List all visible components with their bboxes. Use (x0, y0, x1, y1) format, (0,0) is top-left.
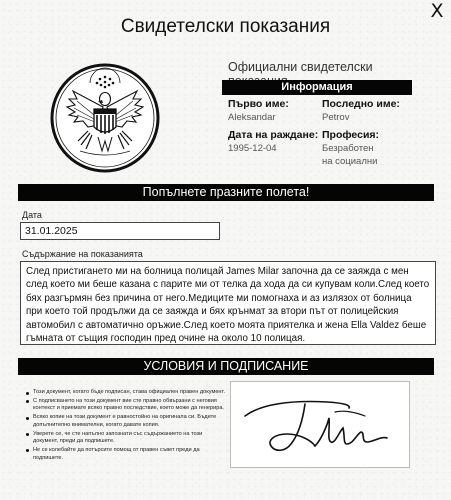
terms-list (24, 389, 228, 463)
first-name-label: Първо име: (228, 98, 289, 110)
dob-label: Дата на раждане: (228, 129, 319, 141)
last-name-label: Последно име: (322, 98, 400, 110)
fill-fields-section-bar: Попълнете празните полета! (18, 184, 434, 201)
terms-item: Всяко копие на този документ е равностойно на оригинала си. Бъдете допълнително внимателни, когато давате копия. (24, 414, 228, 429)
close-button[interactable]: X (430, 0, 444, 22)
great-seal-eagle-icon (50, 63, 160, 173)
statement-label: Съдържание на показанията (22, 249, 143, 259)
page-title: Свидетелски показания (120, 16, 331, 37)
first-name-value: Aleksandar (228, 112, 276, 123)
official-title: Официални свидетелски (228, 60, 373, 74)
handwritten-signature-icon (231, 382, 409, 467)
terms-item: С подписването на този документ вие сте правно обвързани с неговия контекст и приемате всяко правно последствие, което може да генерира. (24, 398, 228, 413)
profession-value-line2: на социални (322, 156, 378, 167)
terms-section-bar: УСЛОВИЯ И ПОДПИСАНИЕ (18, 358, 434, 375)
terms-item: Този документ, когато бъде подписан, става официален правен документ. (24, 389, 228, 397)
info-section-bar: Информация (222, 80, 412, 95)
terms-item: Уверете се, че сте напълно запознати със съдържанието на този документ, преди да подпишете. (24, 431, 228, 446)
signature-pad[interactable] (230, 381, 410, 468)
terms-item: Не се колебайте да потърсите помощ от правен съвет преди да подпишете. (24, 447, 228, 462)
profession-label: Професия: (322, 129, 380, 141)
date-input[interactable]: 31.01.2025 (20, 222, 220, 240)
statement-textarea[interactable]: След пристигането ми на болница полицай James Milar започна да се заяжда с мен след което ми беше казана с парите ми от телка да хода да си купувам коли.След което бях разгърмян без причина от него.Медиците ми помогнаха и аз излязох от болница при което той продължи да се заяжда и бях крънмат за втори път от полицейския автомобил с автоматично оръжие.След което моята приятелка и жена Ella Valdez беше гъмната от същия господин пред очине на около 10 полицая. (20, 261, 436, 345)
profession-value-line1: Безработен (322, 143, 374, 154)
last-name-value: Petrov (322, 112, 350, 123)
dob-value: 1995-12-04 (228, 143, 277, 154)
date-label: Дата (22, 210, 42, 220)
